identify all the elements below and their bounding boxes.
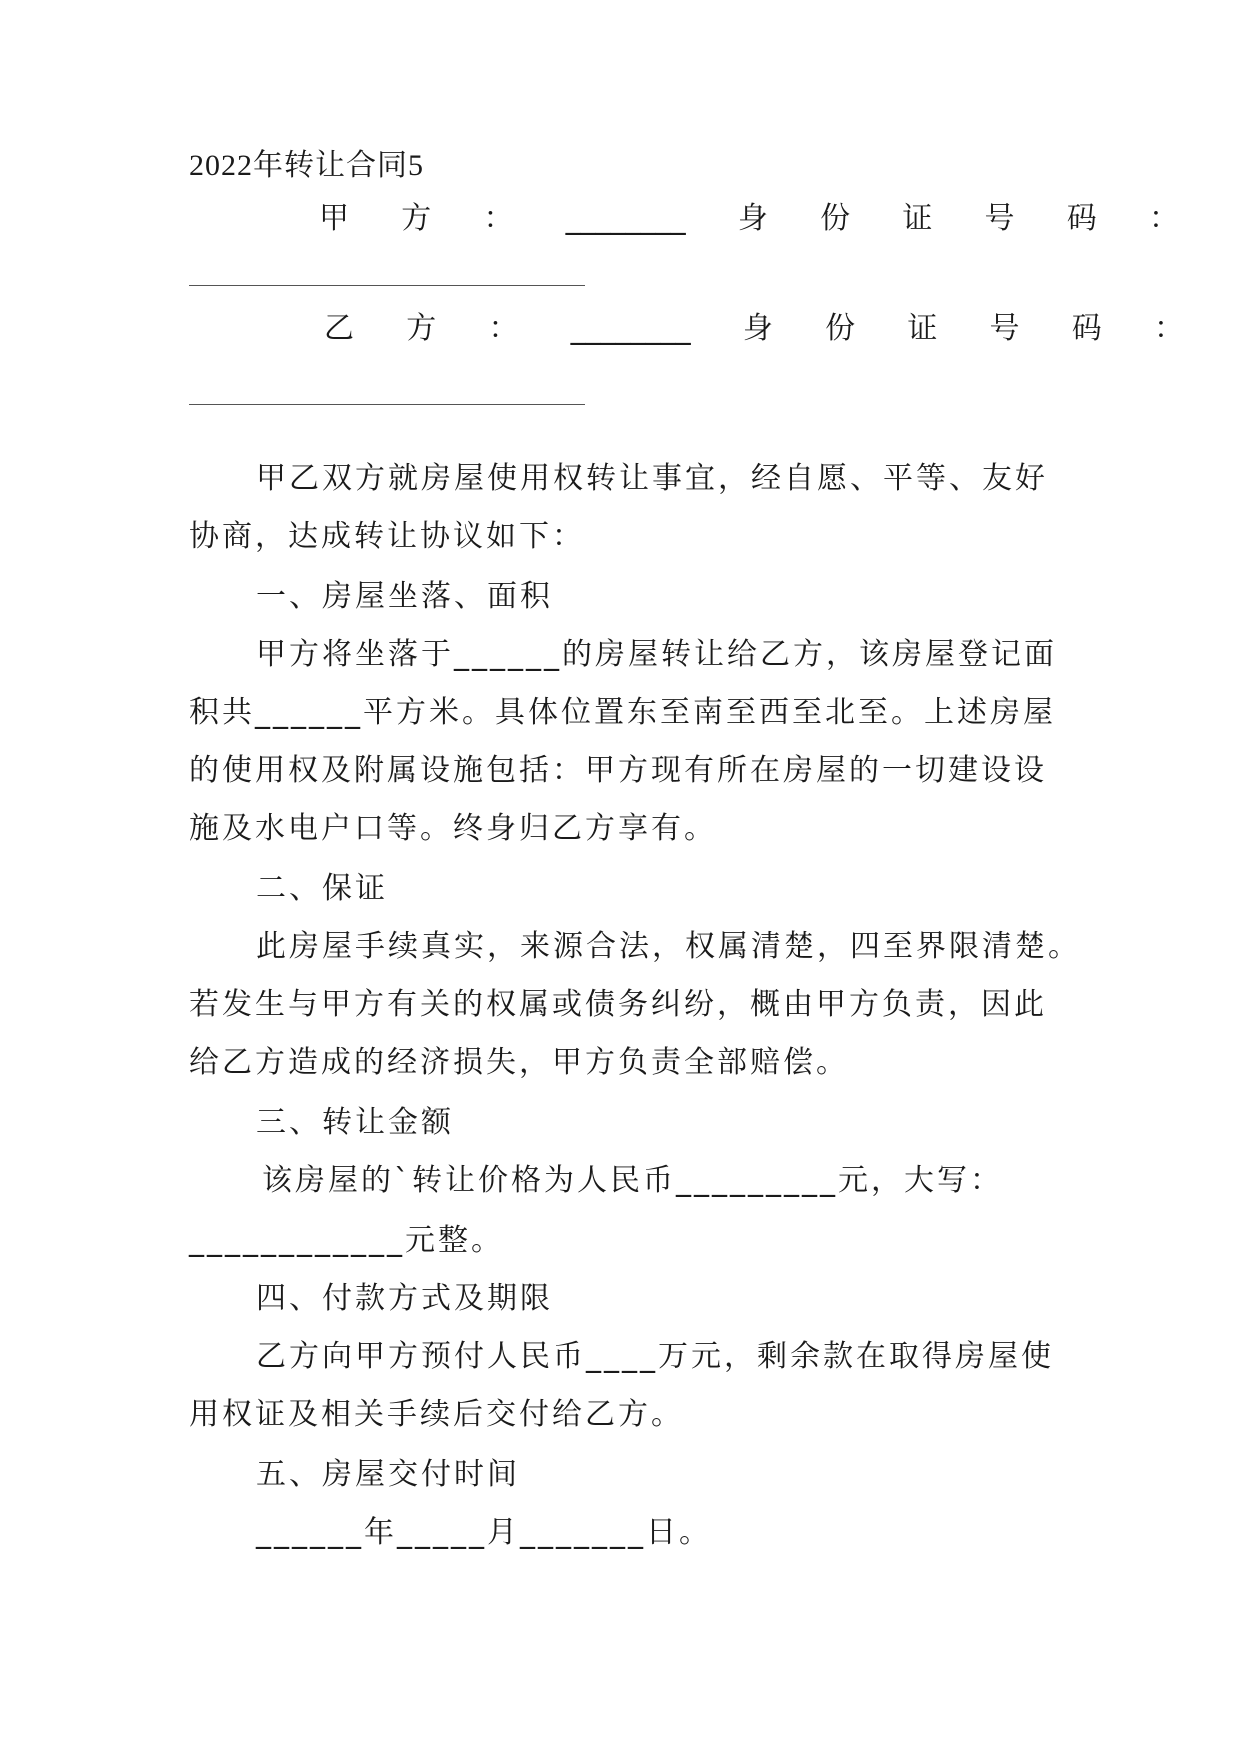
party-a-id-char: 份: [820, 201, 851, 236]
party-a-name-blank: ________: [565, 201, 686, 236]
party-a-id-char: 号: [984, 201, 1015, 236]
party-b-name-blank: ________: [570, 311, 691, 346]
party-b-id-char: 号: [989, 311, 1020, 346]
party-b-char: 乙: [324, 311, 354, 346]
party-a-id-char: 码: [1066, 201, 1097, 236]
section-3-line: 该房屋的`转让价格为人民币_________元，大写：: [262, 1163, 1003, 1198]
intro-paragraph-line: 协商，达成转让协议如下：: [189, 519, 585, 554]
section-3-heading: 三、转让金额: [256, 1105, 454, 1140]
party-a-id-char: 证: [902, 201, 933, 236]
party-b-id-char: 码: [1071, 311, 1102, 346]
party-a-id-char: 身: [737, 201, 768, 236]
section-4-heading: 四、付款方式及期限: [256, 1281, 553, 1316]
party-b-line: [189, 300, 1184, 358]
section-2-line: 此房屋手续真实，来源合法，权属清楚，四至界限清楚。: [256, 929, 1081, 964]
section-1-line: 施及水电户口等。终身归乙方享有。: [189, 811, 717, 846]
section-1-line: 甲方将坐落于______的房屋转让给乙方，该房屋登记面: [256, 637, 1057, 672]
section-3-line: ____________元整。: [189, 1223, 504, 1258]
party-b-char: ：: [488, 311, 519, 346]
section-2-heading: 二、保证: [256, 871, 388, 906]
section-1-heading: 一、房屋坐落、面积: [256, 579, 553, 614]
section-5-line: ______年_____月_______日。: [256, 1515, 712, 1550]
party-b-id-char: ：: [1153, 311, 1184, 346]
section-1-line: 的使用权及附属设施包括：甲方现有所在房屋的一切建设设: [189, 753, 1047, 788]
section-4-line: 乙方向甲方预付人民币____万元，剩余款在取得房屋使: [256, 1339, 1054, 1374]
party-b-id-char: 证: [907, 311, 938, 346]
party-a-id-char: ：: [1148, 201, 1179, 236]
section-5-heading: 五、房屋交付时间: [256, 1457, 520, 1492]
party-b-id-char: 身: [742, 311, 773, 346]
party-a-char: 方: [401, 201, 432, 236]
party-b-id-char: 份: [825, 311, 856, 346]
section-2-line: 若发生与甲方有关的权属或债务纠纷，概由甲方负责，因此: [189, 987, 1047, 1022]
section-1-line: 积共______平方米。具体位置东至南至西至北至。上述房屋: [189, 695, 1056, 730]
party-a-line: [189, 190, 1179, 248]
section-4-line: 用权证及相关手续后交付给乙方。: [189, 1397, 684, 1432]
document-title: 2022年转让合同5: [189, 149, 424, 182]
section-2-line: 给乙方造成的经济损失，甲方负责全部赔偿。: [189, 1045, 849, 1080]
intro-paragraph-line: 甲乙双方就房屋使用权转让事宜，经自愿、平等、友好: [256, 461, 1048, 496]
party-b-char: 方: [406, 311, 437, 346]
party-a-char: 甲: [319, 201, 349, 236]
party-b-id-blank-line: [189, 404, 585, 405]
party-a-char: ：: [483, 201, 514, 236]
party-a-id-blank-line: [189, 285, 585, 286]
